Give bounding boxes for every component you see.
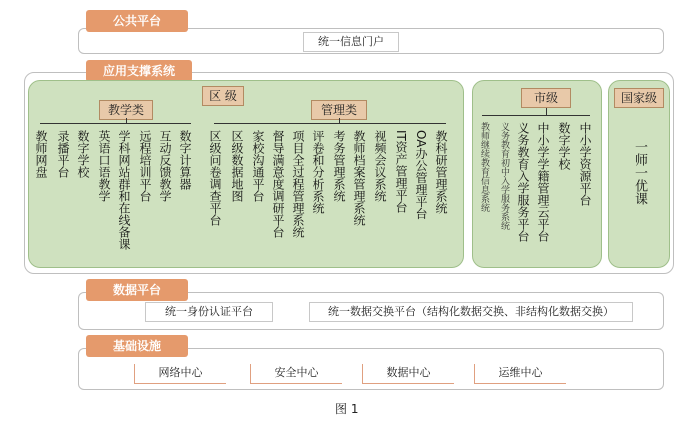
teaching-item-3: 数字学校 (76, 130, 90, 178)
city-item-4: 中小学学籍管理云平台 (536, 122, 550, 242)
app-support-title: 应用支撑系统 (86, 60, 192, 82)
infrastructure-title: 基础设施 (86, 335, 188, 357)
management-item-1: 区级问卷调查平台 (208, 130, 222, 226)
teaching-item-4: 英语口语教学 (97, 130, 111, 202)
management-item-8: 教师档案管理系统 (352, 130, 366, 226)
city-label: 市级 (521, 88, 571, 108)
public-platform-title: 公共平台 (86, 10, 188, 32)
city-item-3: 义务教育入学服务平台 (516, 122, 530, 242)
national-label: 国家级 (614, 88, 664, 108)
management-item-7: 考务管理系统 (332, 130, 346, 202)
management-item-12: 教科研管理系统 (434, 130, 448, 214)
management-item-3: 家校沟通平台 (251, 130, 265, 202)
teaching-item-1: 教师网盘 (34, 130, 48, 178)
network-center: 网络中心 (134, 364, 226, 384)
teaching-stem (126, 118, 127, 123)
teaching-item-8: 数字计算器 (178, 130, 192, 190)
city-item-1: 教师继续教育信息系统 (479, 122, 489, 212)
teaching-label: 教学类 (99, 100, 153, 120)
management-item-5: 项目全过程管理系统 (291, 130, 305, 238)
security-center: 安全中心 (250, 364, 342, 384)
city-item-2: 义务教育初中入学服务系统 (499, 122, 509, 230)
management-item-10: IT资产管理平台 (394, 130, 408, 213)
ops-center: 运维中心 (474, 364, 566, 384)
management-item-9: 视频会议系统 (373, 130, 387, 202)
management-item-4: 督导满意度调研平台 (271, 130, 285, 238)
national-item-1: 一师一优课 (632, 140, 647, 205)
district-label: 区 级 (202, 86, 244, 106)
unified-auth: 统一身份认证平台 (145, 302, 273, 322)
management-bracket (214, 123, 446, 124)
data-platform-title: 数据平台 (86, 279, 188, 301)
data-center: 数据中心 (362, 364, 454, 384)
city-stem (546, 108, 547, 115)
city-item-5: 数字学校 (557, 122, 571, 170)
teaching-bracket (40, 123, 191, 124)
management-label: 管理类 (311, 100, 367, 120)
management-item-6: 评卷和分析系统 (311, 130, 325, 214)
teaching-item-5: 学科网站群和在线备课 (117, 130, 131, 250)
unified-portal: 统一信息门户 (303, 32, 399, 52)
management-item-11: OA办公管理平台 (414, 130, 428, 220)
teaching-item-6: 远程培训平台 (138, 130, 152, 202)
unified-data-exchange: 统一数据交换平台（结构化数据交换、非结构化数据交换） (309, 302, 633, 322)
teaching-item-7: 互动反馈教学 (158, 130, 172, 202)
teaching-item-2: 录播平台 (56, 130, 70, 178)
city-bracket (482, 115, 590, 116)
figure-caption: 图 1 (335, 402, 359, 416)
city-item-6: 中小学资源平台 (578, 122, 592, 206)
management-stem (339, 118, 340, 123)
management-item-2: 区级数据地图 (230, 130, 244, 202)
